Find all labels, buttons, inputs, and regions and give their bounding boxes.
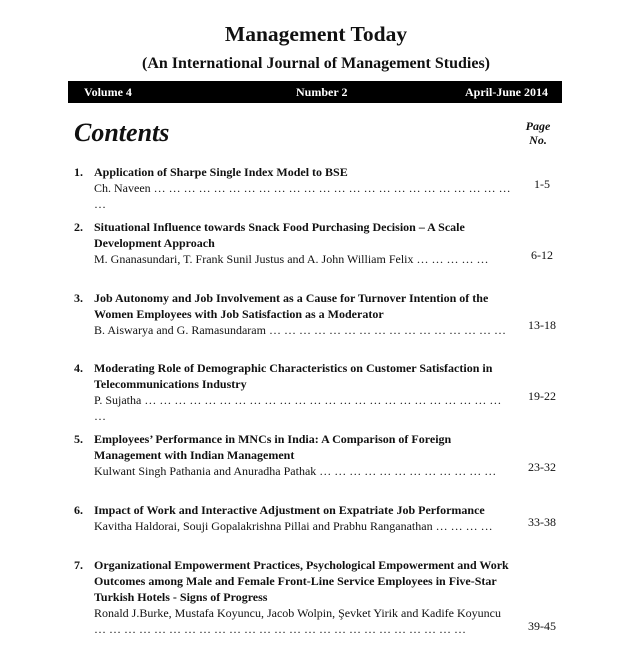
article-page-range: 33-38	[528, 515, 556, 529]
entry-number: 5.	[74, 432, 83, 446]
toc-entry	[74, 219, 554, 267]
page-number-header	[514, 119, 562, 147]
contents-heading: Contents	[74, 118, 170, 147]
toc-entry	[74, 557, 554, 637]
toc-entry	[74, 502, 554, 534]
article-title-link[interactable]: Impact of Work and Interactive Adjustment on Expatriate Job Performance	[94, 503, 485, 517]
article-page-range: 13-18	[528, 318, 556, 332]
article-authors: Kulwant Singh Pathania and Anuradha Pathak … … … … … … … … … … … …	[94, 464, 497, 478]
issue-info-bar	[68, 81, 562, 103]
entry-number: 1.	[74, 165, 83, 179]
article-authors: M. Gnanasundari, T. Frank Sunil Justus and A. John William Felix … … … … …	[94, 252, 489, 266]
article-page-range: 23-32	[528, 460, 556, 474]
article-title-link[interactable]: Application of Sharpe Single Index Model to BSE	[94, 165, 348, 179]
article-title-link[interactable]: Moderating Role of Demographic Characteristics on Customer Satisfaction in Telecommunications Industry	[94, 361, 493, 391]
number-abbrev-label: No.	[529, 133, 547, 147]
entry-number: 6.	[74, 503, 83, 517]
entry-number: 7.	[74, 558, 83, 572]
toc-entry	[74, 360, 554, 424]
toc-entry	[74, 431, 554, 479]
article-authors: B. Aiswarya and G. Ramasundaram … … … … … … … … … … … … … … … …	[94, 323, 506, 337]
journal-subtitle: (An International Journal of Management Studies)	[141, 55, 490, 72]
article-title-link[interactable]: Employees’ Performance in MNCs in India: A Comparison of Foreign Management with Indian Management	[94, 432, 452, 462]
article-page-range: 39-45	[528, 619, 556, 633]
toc-entry	[74, 164, 554, 212]
article-title-link[interactable]: Situational Influence towards Snack Food Purchasing Decision – A Scale Development Approach	[94, 220, 465, 250]
article-authors: Kavitha Haldorai, Souji Gopalakrishna Pillai and Prabhu Ranganathan … … … …	[94, 519, 493, 533]
article-title-link[interactable]: Organizational Empowerment Practices, Psychological Empowerment and Work Outcomes among Male and Female Front-Line Service Employees in Five-Star Turkish Hotels - Signs of Progress	[94, 558, 509, 604]
article-authors: Ronald J.Burke, Mustafa Koyuncu, Jacob Wolpin, Şevket Yirik and Kadife Koyuncu … … … … … … … … … … … … … … … … … … … … … … … … …	[94, 606, 501, 636]
entry-number: 4.	[74, 361, 83, 375]
article-title-link[interactable]: Job Autonomy and Job Involvement as a Cause for Turnover Intention of the Women Employees with Job Satisfaction as a Moderator	[94, 291, 489, 321]
page-label: Page	[525, 119, 551, 133]
number-label: Number 2	[296, 85, 348, 99]
article-page-range: 19-22	[528, 389, 556, 403]
volume-label: Volume 4	[84, 85, 132, 99]
article-authors: Ch. Naveen … … … … … … … … … … … … … … … … … … … … … … … … …	[94, 181, 511, 211]
toc-entry	[74, 290, 554, 338]
article-authors: P. Sujatha … … … … … … … … … … … … … … … … … … … … … … … … …	[94, 393, 502, 423]
issue-date: April-June 2014	[464, 85, 548, 99]
article-page-range: 1-5	[534, 177, 550, 191]
entry-number: 2.	[74, 220, 83, 234]
journal-title: Management Today	[224, 22, 408, 46]
entry-number: 3.	[74, 291, 83, 305]
article-page-range: 6-12	[531, 248, 553, 262]
